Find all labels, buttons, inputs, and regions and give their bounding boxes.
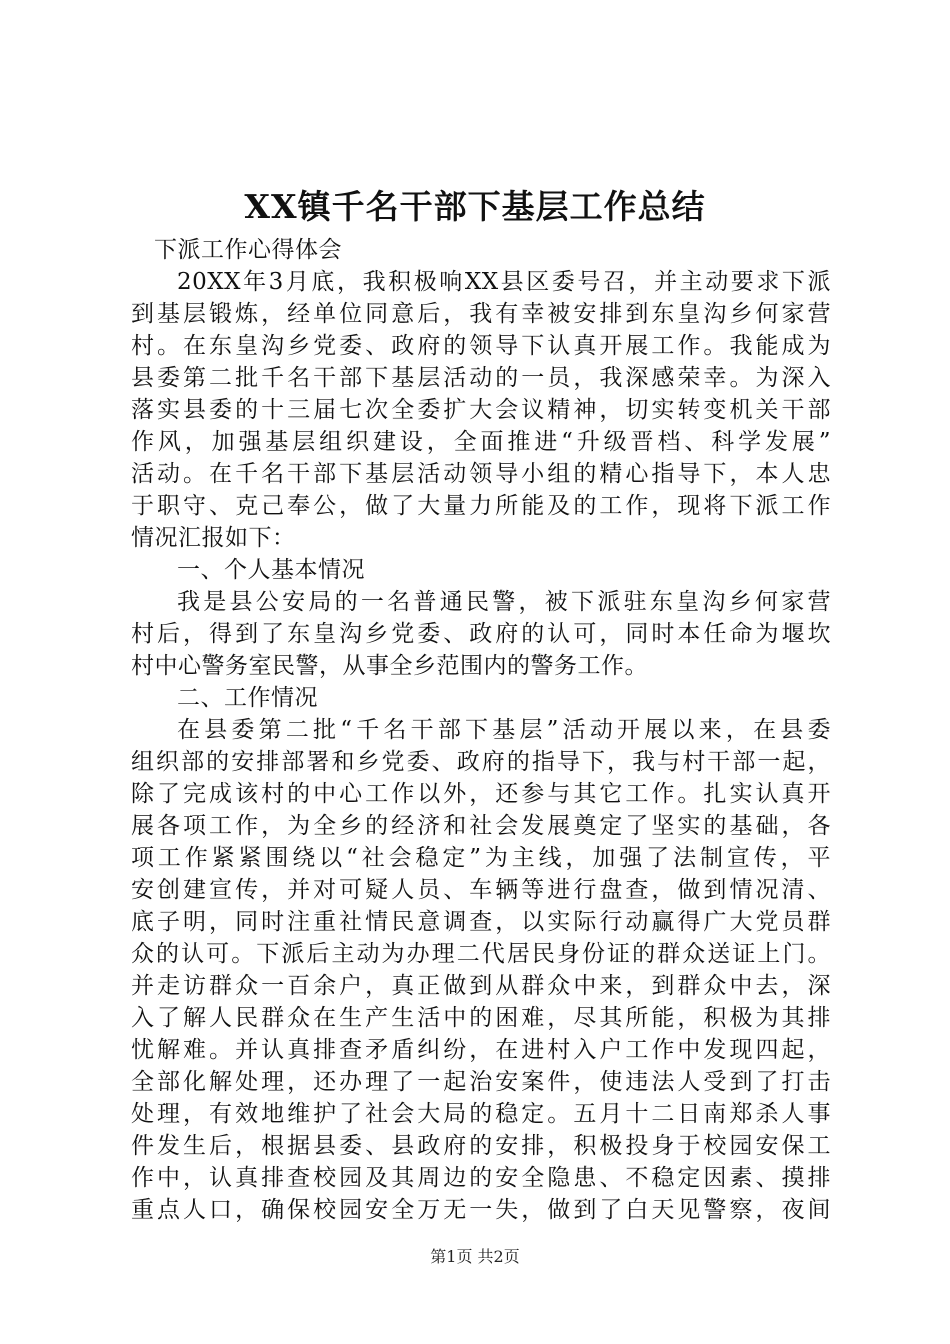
text-line: 忧解难。并认真排查矛盾纠纷，在进村入户工作中发现四起， (131, 1037, 831, 1063)
text-line: 村中心警务室民警，从事全乡范围内的警务工作。 (131, 653, 648, 679)
text-line: 全部化解处理，还办理了一起治安案件，使违法人受到了打击 (131, 1069, 831, 1095)
text-line: 入了解人民群众在生产生活中的困难，尽其所能，积极为其排 (131, 1005, 831, 1031)
text-line: 处理，有效地维护了社会大局的稳定。五月十二日南郑杀人事 (131, 1101, 831, 1127)
text-line: 组织部的安排部署和乡党委、政府的指导下，我与村干部一起， (131, 749, 831, 775)
text-line: 重点人口，确保校园安全万无一失，做到了白天见警察，夜间 (131, 1197, 831, 1223)
text-line: 除了完成该村的中心工作以外，还参与其它工作。扎实认真开 (131, 781, 831, 807)
text-line: 并走访群众一百余户，真正做到从群众中来，到群众中去，深 (131, 973, 831, 999)
text-line: 情况汇报如下： (131, 525, 296, 551)
text-line: 于职守、克己奉公，做了大量力所能及的工作，现将下派工作 (131, 493, 831, 519)
text-line: 县委第二批千名干部下基层活动的一员，我深感荣幸。为深入 (131, 365, 831, 391)
text-line: 安创建宣传，并对可疑人员、车辆等进行盘查，做到情况清、 (131, 877, 831, 903)
document-body (131, 234, 831, 1226)
text-line: 作中，认真排查校园及其周边的安全隐患、不稳定因素、摸排 (131, 1165, 831, 1191)
text-line: 我是县公安局的一名普通民警，被下派驻东皇沟乡何家营 (177, 589, 831, 615)
text-line: 展各项工作，为全乡的经济和社会发展奠定了坚实的基础，各 (131, 813, 831, 839)
text-line: 二、工作情况 (177, 685, 318, 711)
text-line: 众的认可。下派后主动为办理二代居民身份证的群众送证上门。 (131, 941, 831, 967)
page-footer: 第1页 共2页 (430, 1247, 520, 1266)
text-line: 村。在东皇沟乡党委、政府的领导下认真开展工作。我能成为 (131, 333, 831, 359)
text-line: 项工作紧紧围绕以“社会稳定”为主线，加强了法制宣传，平 (131, 845, 831, 871)
text-line: 一、个人基本情况 (177, 557, 365, 583)
text-line: 到基层锻炼，经单位同意后，我有幸被安排到东皇沟乡何家营 (131, 301, 831, 327)
text-line: 落实县委的十三届七次全委扩大会议精神，切实转变机关干部 (131, 397, 831, 423)
text-line: 件发生后，根据县委、县政府的安排，积极投身于校园安保工 (131, 1133, 831, 1159)
text-line: 底子明，同时注重社情民意调查，以实际行动赢得广大党员群 (131, 909, 831, 935)
text-line: 村后，得到了东皇沟乡党委、政府的认可，同时本任命为堰坎 (131, 621, 831, 647)
text-line: 20XX年3月底，我积极响XX县区委号召，并主动要求下派 (177, 269, 831, 295)
text-line: 在县委第二批“千名干部下基层”活动开展以来，在县委 (177, 717, 831, 743)
text-line: 作风，加强基层组织建设，全面推进“升级晋档、科学发展” (131, 429, 831, 455)
document-title: XX镇千名干部下基层工作总结 (244, 187, 706, 226)
text-line: 下派工作心得体会 (154, 237, 342, 263)
text-line: 活动。在千名干部下基层活动领导小组的精心指导下，本人忠 (131, 461, 831, 487)
